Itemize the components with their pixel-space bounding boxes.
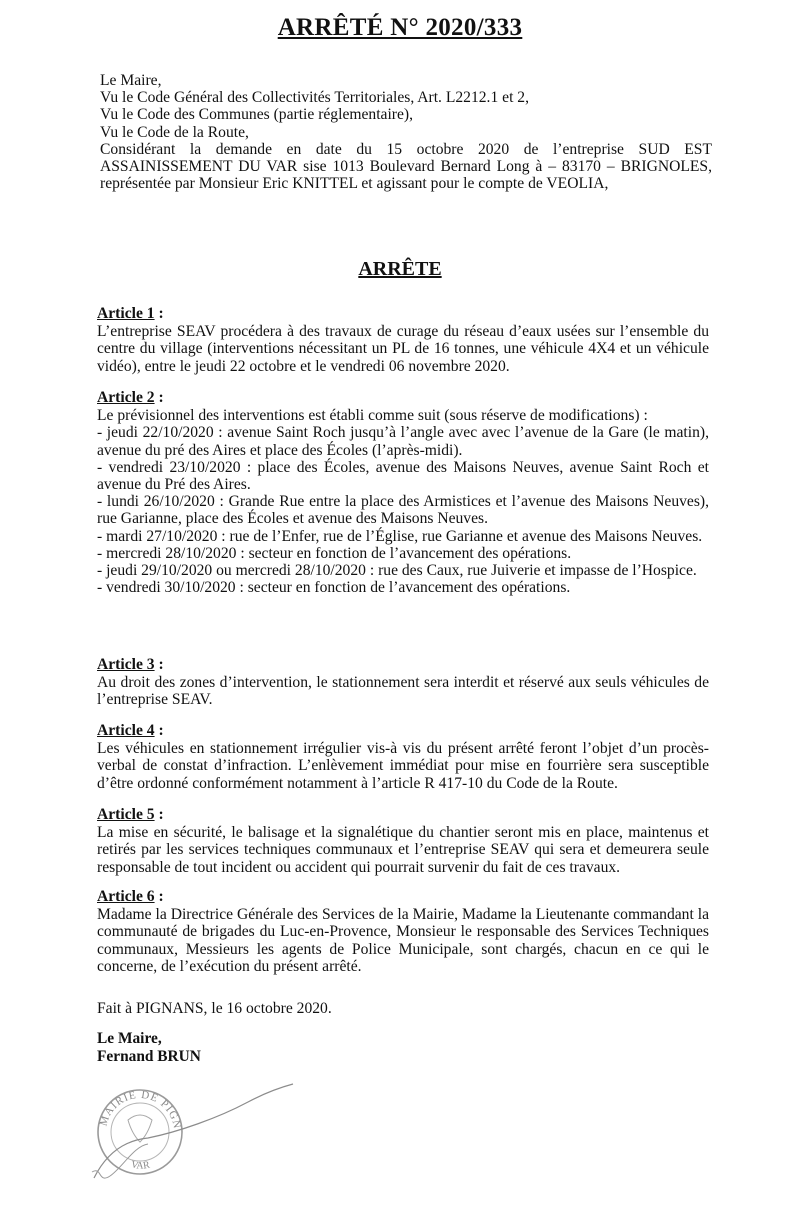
arrete-heading: ARRÊTE	[358, 258, 442, 280]
preamble-vu-code-communes: Vu le Code des Communes (partie réglementaire),	[100, 106, 414, 124]
article-text: Au droit des zones d’intervention, le stationnement sera interdit et réservé aux seuls véhicules de l’entreprise SEAV.	[97, 674, 709, 709]
schedule-item: - vendredi 23/10/2020 : place des Écoles, avenue des Maisons Neuves, avenue Saint Roch et avenue du Pré des Aires.	[97, 458, 709, 494]
document-title: ARRÊTÉ N° 2020/333	[277, 14, 523, 41]
svg-text:MAIRIE DE PIGNANS	[88, 1080, 183, 1130]
article-1: Article 1 : L’entreprise SEAV procédera à des travaux de curage du réseau d’eaux usées sur l’ensemble du centre du village (interventions nécessitant un PL de 16 tonnes, une véhicule 4X4 et un véhicule vidéo), entre le jeudi 22 octobre et le vendredi 06 novembre 2020.	[97, 305, 709, 375]
article-text: Les véhicules en stationnement irrégulier vis-à vis du présent arrêté feront l’objet d’un procès-verbal de constat d’infraction. L’enlèvement immédiat pour mise en fourrière sera susceptible d’être ordonné conformément notamment à l’article R 417-10 du Code de la Route.	[97, 740, 709, 792]
svg-text:VAR	[130, 1159, 151, 1172]
stamp-top-text: MAIRIE DE PIGN	[97, 1088, 184, 1131]
article-heading: Article 4	[97, 722, 155, 739]
schedule-item: - jeudi 29/10/2020 ou mercredi 28/10/2020 : rue des Caux, rue Juiverie et impasse de l’Hospice.	[97, 562, 697, 580]
article-text: La mise en sécurité, le balisage et la signalétique du chantier seront mis en place, maintenus et retirés par les services techniques communaux et l’entreprise SEAV qui sera et demeurera seule responsable de tout incident ou accident qui pourrait survenir du fait de ces travaux.	[97, 824, 709, 876]
signatory-role: Le Maire,	[97, 1030, 162, 1047]
article-5: Article 5 : La mise en sécurité, le balisage et la signalétique du chantier seront mis en place, maintenus et retirés par les services techniques communaux et l’entreprise SEAV qui sera et demeurera seule responsable de tout incident ou accident qui pourrait survenir du fait de ces travaux.	[97, 806, 709, 876]
stamp-seal-icon	[88, 1080, 318, 1190]
article-heading: Article 6	[97, 888, 155, 905]
article-heading: Article 5	[97, 806, 155, 823]
schedule-item: - mercredi 28/10/2020 : secteur en fonction de l’avancement des opérations.	[97, 544, 572, 562]
preamble	[100, 72, 712, 192]
article-text: Le prévisionnel des interventions est établi comme suit (sous réserve de modifications) :	[97, 407, 648, 425]
article-text: Madame la Directrice Générale des Services de la Mairie, Madame la Lieutenante commandant la communauté de brigades du Luc-en-Provence, Monsieur le responsable des Services Techniques communaux, Messieurs les agents de Police Municipale, sont chargés, chacun en ce qui le concerne, de l’exécution du présent arrêté.	[97, 906, 709, 975]
article-heading: Article 3	[97, 656, 155, 673]
article-heading: Article 2	[97, 389, 155, 406]
preamble-maire: Le Maire,	[100, 72, 162, 89]
article-3: Article 3 : Au droit des zones d’intervention, le stationnement sera interdit et réservé aux seuls véhicules de l’entreprise SEAV.	[97, 656, 709, 709]
schedule-item: - jeudi 22/10/2020 : avenue Saint Roch jusqu’à l’angle avec avec l’avenue de la Gare (le matin), avenue du pré des Aires et place des Écoles (l’après-midi).	[97, 424, 709, 459]
fait-a-line: Fait à PIGNANS, le 16 octobre 2020.	[97, 1000, 332, 1017]
schedule-item: - mardi 27/10/2020 : rue de l’Enfer, rue de l’Église, rue Garianne et avenue des Maisons Neuves.	[97, 527, 703, 545]
article-2: Article 2 : Le prévisionnel des interventions est établi comme suit (sous réserve de modifications) : - jeudi 22/10/2020 : avenue Saint Roch jusqu’à l’angle avec avec l’avenue de la Gare (le matin), avenue du pré des Aires et place des Écoles (l’après-midi). - vendredi 23/10/2020 : place des Écoles, avenue des Maisons Neuves, avenue Saint Roch et avenue du Pré des Aires. - lundi 26/10/2020 : Grande Rue entre la place des Armistices et l’avenue des Maisons Neuves), rue Garianne, place des Écoles et avenue des Maisons Neuves. - mardi 27/10/2020 : rue de l’Enfer, rue de l’Église, rue Garianne et avenue des Maisons Neuves. - mercredi 28/10/2020 : secteur en fonction de l’avancement des opérations. - jeudi 29/10/2020 ou mercredi 28/10/2020 : rue des Caux, rue Juiverie et impasse de l’Hospice. - vendredi 30/10/2020 : secteur en fonction de l’avancement des opérations.	[97, 389, 709, 597]
schedule-item: - lundi 26/10/2020 : Grande Rue entre la place des Armistices et l’avenue des Maisons Neuves), rue Garianne, place des Écoles et avenue des Maisons Neuves.	[97, 493, 709, 528]
signatory-name: Fernand BRUN	[97, 1048, 201, 1065]
article-heading: Article 1	[97, 305, 155, 322]
mairie-stamp-and-signature	[88, 1080, 318, 1195]
preamble-vu-code-route: Vu le Code de la Route,	[100, 123, 249, 141]
schedule-item: - vendredi 30/10/2020 : secteur en fonction de l’avancement des opérations.	[97, 579, 571, 597]
stamp-bottom-text: VAR	[129, 1159, 151, 1172]
preamble-vu-cgct: Vu le Code Général des Collectivités Territoriales, Art. L2212.1 et 2,	[100, 89, 530, 107]
article-6: Article 6 : Madame la Directrice Générale des Services de la Mairie, Madame la Lieutenante commandant la communauté de brigades du Luc-en-Provence, Monsieur le responsable des Services Techniques communaux, Messieurs les agents de Police Municipale, sont chargés, chacun en ce qui le concerne, de l’exécution du présent arrêté.	[97, 888, 709, 975]
signature-block	[97, 1030, 201, 1066]
article-4: Article 4 : Les véhicules en stationnement irrégulier vis-à vis du présent arrêté feront l’objet d’un procès-verbal de constat d’infraction. L’enlèvement immédiat pour mise en fourrière sera susceptible d’être ordonné conformément notamment à l’article R 417-10 du Code de la Route.	[97, 722, 709, 792]
article-text: L’entreprise SEAV procédera à des travaux de curage du réseau d’eaux usées sur l’ensemble du centre du village (interventions nécessitant un PL de 16 tonnes, une véhicule 4X4 et un véhicule vidéo), entre le jeudi 22 octobre et le vendredi 06 novembre 2020.	[97, 323, 709, 375]
preamble-considerant: Considérant la demande en date du 15 octobre 2020 de l’entreprise SUD EST ASSAINISSEMENT DU VAR sise 1013 Boulevard Bernard Long à – 83170 – BRIGNOLES, représentée par Monsieur Eric KNITTEL et agissant pour le compte de VEOLIA,	[100, 140, 712, 193]
